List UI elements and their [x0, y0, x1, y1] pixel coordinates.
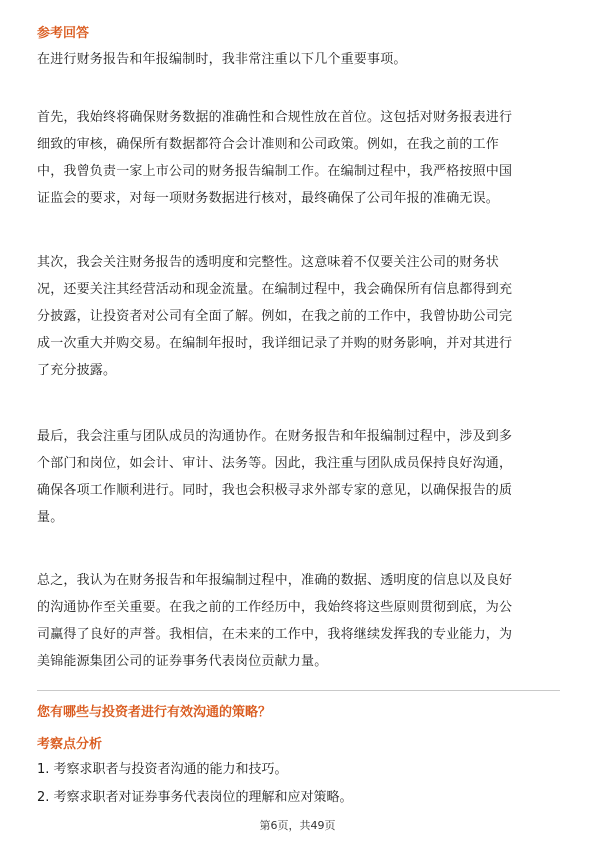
intro-paragraph: [37, 46, 560, 73]
paragraph-line: 况，还要关注其经营活动和现金流量。在编制过程中，我会确保所有信息都得到充: [37, 282, 513, 297]
paragraph-line: 首先，我始终将确保财务数据的准确性和合规性放在首位。这包括对财务报表进行: [37, 110, 513, 125]
list-item: 1. 考察求职者与投资者沟通的能力和技巧。: [37, 762, 288, 777]
paragraph-conclusion: [37, 567, 560, 675]
paragraph-line: 量。: [37, 510, 64, 525]
paragraph-second: [37, 249, 560, 384]
paragraph-first: [37, 104, 560, 212]
paragraph-line: 了充分披露。: [37, 363, 117, 378]
paragraph-line: 细致的审核，确保所有数据都符合会计准则和公司政策。例如，在我之前的工作: [37, 137, 500, 152]
paragraph-line: 最后，我会注重与团队成员的沟通协作。在财务报告和年报编制过程中，涉及到多: [37, 429, 513, 444]
paragraph-line: 个部门和岗位，如会计、审计、法务等。因此，我注重与团队成员保持良好沟通，: [37, 456, 513, 471]
question-heading: 您有哪些与投资者进行有效沟通的策略？: [37, 705, 272, 720]
paragraph-line: 的沟通协作至关重要。在我之前的工作经历中，我始终将这些原则贯彻到底，为公: [37, 600, 513, 615]
analysis-heading: 考察点分析: [37, 737, 103, 752]
page-number: 第6页，共49页: [259, 819, 336, 832]
paragraph-line: 分披露，让投资者对公司有全面了解。例如，在我之前的工作中，我曾协助公司完: [37, 309, 513, 324]
paragraph-line: 中，我曾负责一家上市公司的财务报告编制工作。在编制过程中，我严格按照中国: [37, 164, 513, 179]
paragraph-third: [37, 423, 560, 531]
paragraph-line: 总之，我认为在财务报告和年报编制过程中，准确的数据、透明度的信息以及良好: [37, 573, 513, 588]
paragraph-line: 成一次重大并购交易。在编制年报时，我详细记录了并购的财务影响，并对其进行: [37, 336, 513, 351]
paragraph-line: 证监会的要求，对每一项财务数据进行核对，最终确保了公司年报的准确无误。: [37, 191, 500, 206]
paragraph-line: 美锦能源集团公司的证券事务代表岗位贡献力量。: [37, 654, 328, 669]
paragraph-line: 司赢得了良好的声誉。我相信，在未来的工作中，我将继续发挥我的专业能力，为: [37, 627, 513, 642]
section-divider: [37, 690, 560, 691]
reference-answer-heading: 参考回答: [37, 26, 90, 41]
paragraph-line: 确保各项工作顺利进行。同时，我也会积极寻求外部专家的意见，以确保报告的质: [37, 483, 513, 498]
paragraph-line: 其次，我会关注财务报告的透明度和完整性。这意味着不仅要关注公司的财务状: [37, 255, 500, 270]
paragraph-line: 在进行财务报告和年报编制时，我非常注重以下几个重要事项。: [37, 52, 407, 67]
list-item: 2. 考察求职者对证券事务代表岗位的理解和应对策略。: [37, 790, 353, 805]
